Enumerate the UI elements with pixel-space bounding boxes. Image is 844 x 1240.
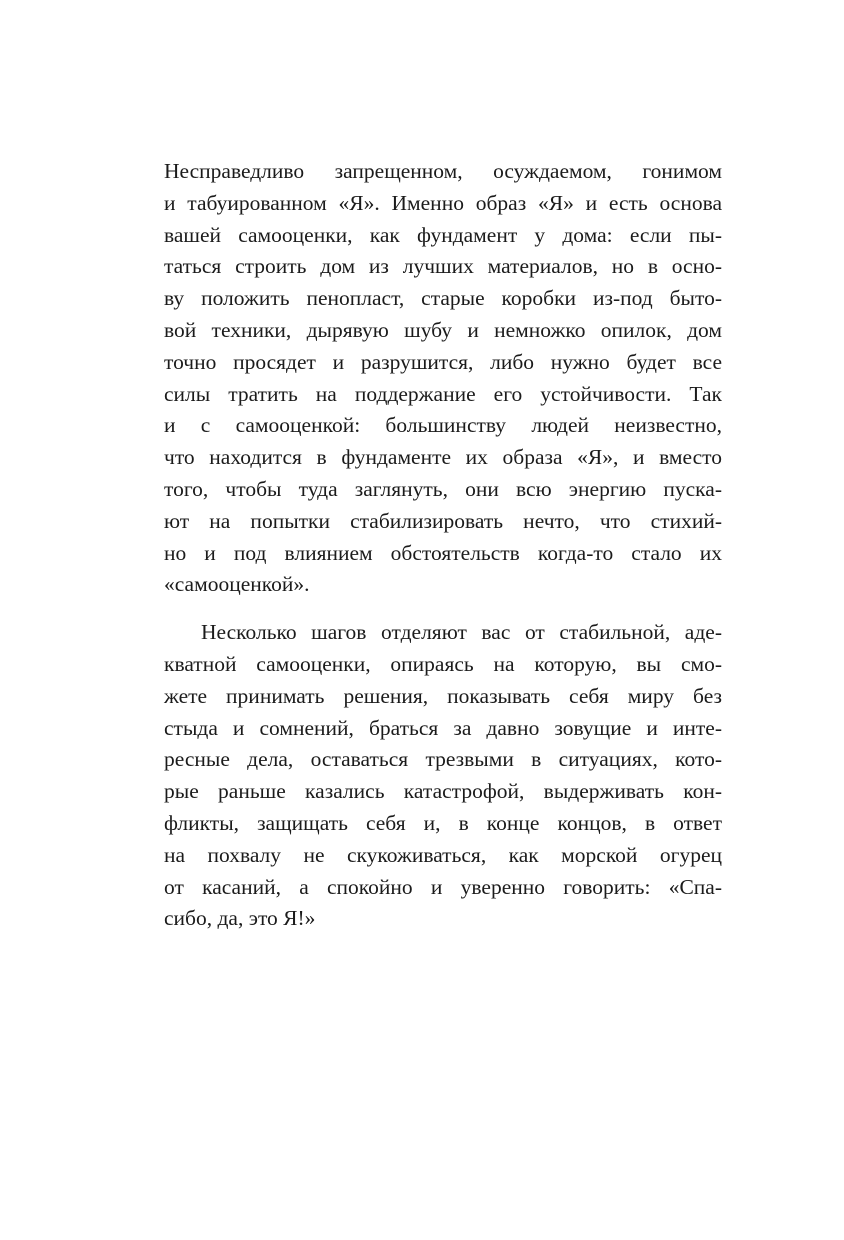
paragraph: [164, 156, 722, 601]
text-line: точно просядет и разрушится, либо нужно будет все: [164, 349, 722, 374]
text-line: таться строить дом из лучших материалов, но в осно-: [164, 254, 722, 279]
text-line: сибо, да, это Я!»: [164, 906, 316, 931]
text-line: ву положить пенопласт, старые коробки из-под быто-: [164, 286, 722, 311]
text-line: от касаний, а спокойно и уверенно говорить: «Спа-: [164, 874, 722, 899]
text-line: вашей самооценки, как фундамент у дома: если пы-: [164, 222, 722, 247]
text-line: кватной самооценки, опираясь на которую, вы смо-: [164, 651, 722, 676]
text-line: «самооценкой».: [164, 572, 310, 597]
text-line: ют на попытки стабилизировать нечто, что стихий-: [164, 508, 722, 533]
text-line: стыда и сомнений, браться за давно зовущие и инте-: [164, 715, 722, 740]
text-block: [164, 156, 722, 935]
text-line: вой техники, дырявую шубу и немножко опилок, дом: [164, 317, 722, 342]
text-line: но и под влиянием обстоятельств когда-то стало их: [164, 540, 722, 565]
text-line: силы тратить на поддержание его устойчивости. Так: [164, 381, 722, 406]
text-line: того, чтобы туда заглянуть, они всю энергию пуска-: [164, 476, 722, 501]
text-line: и табуированном «Я». Именно образ «Я» и есть основа: [164, 190, 722, 215]
text-line: рые раньше казались катастрофой, выдерживать кон-: [164, 779, 722, 804]
text-line: и с самооценкой: большинству людей неизвестно,: [164, 413, 722, 438]
text-line: на похвалу не скукоживаться, как морской огурец: [164, 842, 722, 867]
paragraph: [164, 617, 722, 935]
text-line: жете принимать решения, показывать себя миру без: [164, 683, 722, 708]
text-line: ресные дела, оставаться трезвыми в ситуациях, кото-: [164, 747, 722, 772]
text-line: фликты, защищать себя и, в конце концов, в ответ: [164, 810, 722, 835]
text-line: Несколько шагов отделяют вас от стабильной, аде-: [201, 620, 722, 645]
text-line: что находится в фундаменте их образа «Я», и вместо: [164, 445, 722, 470]
text-line: Несправедливо запрещенном, осуждаемом, гонимом: [164, 159, 722, 183]
